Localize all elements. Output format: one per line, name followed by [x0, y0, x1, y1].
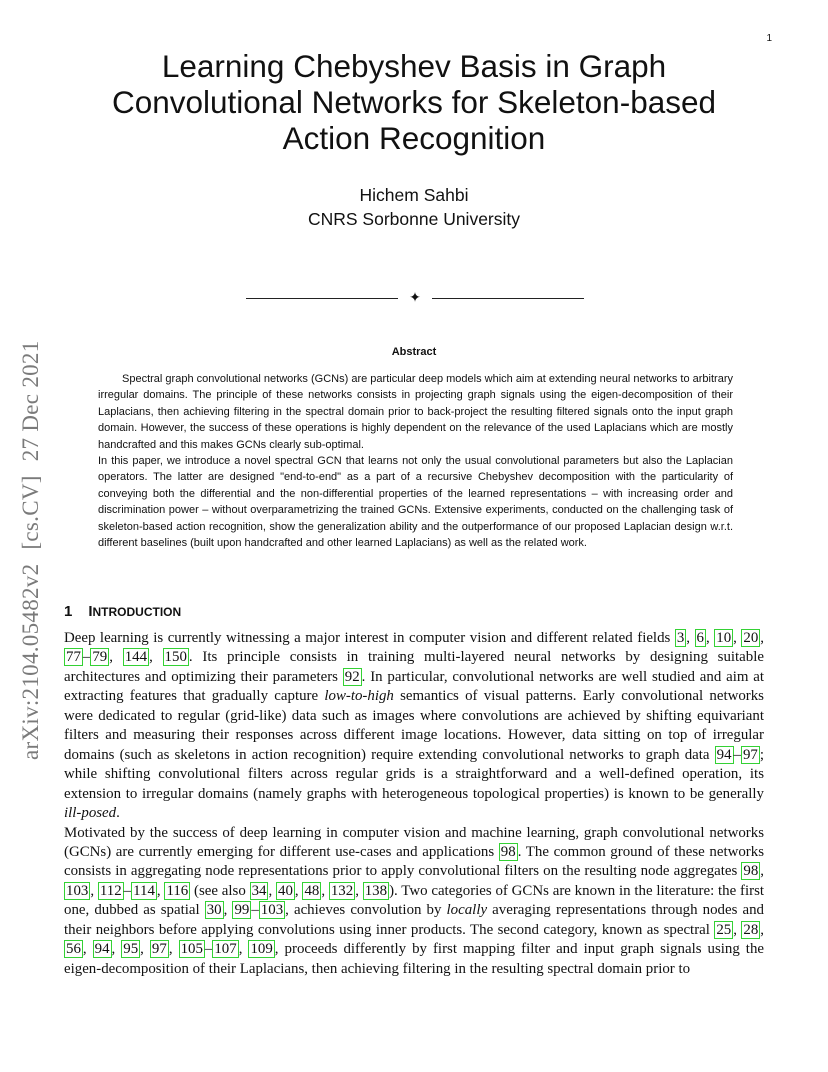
abstract-paragraph-2: In this paper, we introduce a novel spectral GCN that learns not only the usual convolutional parameters but also the Laplacian operators. The latter are designed "end-to-end" as a part of a recursive Chebyshev decomposition with the particularity of conveying both the differential and the non-differential properties of the learned representations – with increasing order and discrimination power – without overparametrizing the trained GCNs. Extensive experiments, conducted on the challenging task of skeleton-based action recognition, show the generalization ability and the outperformance of our proposed Laplacian design w.r.t. different baselines (built upon handcrafted and other learned Laplacians) as well as the related work.: [98, 455, 733, 550]
citation-link[interactable]: 112: [99, 882, 122, 899]
text-run: ,: [706, 630, 715, 646]
author-block: [100, 183, 728, 231]
text-run: .: [116, 805, 120, 822]
citation-link[interactable]: 94: [94, 941, 110, 958]
text-run: ,: [686, 630, 695, 646]
text-run: averaging representations through nodes and their neighbors before applying convolutions using inner products. The second category, known as spectral: [64, 902, 764, 938]
text-run: ,: [238, 941, 249, 958]
citation-link[interactable]: 98: [743, 863, 759, 880]
citation-link[interactable]: 34: [251, 882, 267, 899]
citation-link[interactable]: 56: [66, 941, 81, 958]
text-run: ,: [355, 882, 363, 899]
text-run: ,: [760, 630, 765, 646]
text-run: –: [733, 746, 741, 763]
text-run: Deep learning is currently witnessing a major interest in computer vision and different related fields: [64, 630, 675, 646]
text-run: (see also: [190, 882, 250, 899]
citation-link[interactable]: 107: [214, 941, 237, 958]
citation-link[interactable]: 103: [260, 902, 284, 919]
section-title-rest: NTRODUCTION: [92, 605, 182, 619]
text-run: ,: [760, 921, 764, 938]
text-run: ,: [760, 863, 764, 880]
text-run: ,: [149, 649, 163, 666]
text-run: ,: [223, 902, 233, 919]
citation-link[interactable]: 40: [278, 882, 293, 899]
arxiv-category: [cs.CV]: [18, 475, 43, 550]
citation-link[interactable]: 150: [164, 649, 187, 666]
emphasis: locally: [446, 902, 488, 919]
text-run: ,: [733, 921, 742, 938]
title-line-3: Action Recognition: [282, 120, 546, 156]
abstract-heading: Abstract: [391, 346, 437, 358]
text-run: ,: [168, 941, 179, 958]
citation-link[interactable]: 48: [304, 882, 320, 899]
citation-link[interactable]: 97: [742, 746, 758, 763]
divider-rule-left: [246, 298, 398, 299]
section-number: 1: [64, 603, 73, 620]
author-name: Hichem Sahbi: [359, 185, 469, 205]
text-run: ,: [111, 941, 122, 958]
text-run: –: [123, 882, 132, 899]
citation-link[interactable]: 138: [364, 882, 388, 899]
text-run: . The common ground of these networks consists in aggregating node representations prior to apply convolutional filters on the resulting node aggregates: [64, 843, 764, 880]
citation-link[interactable]: 105: [180, 941, 203, 958]
section-title-initial: I: [88, 603, 93, 620]
text-run: , achieves convolution by: [285, 902, 447, 919]
citation-link[interactable]: 95: [123, 941, 139, 958]
citation-link[interactable]: 116: [166, 882, 189, 899]
text-run: . In particular, convolutional networks are well studied and aim at extracting features that gradually capture: [64, 668, 764, 705]
title-line-2: Convolutional Networks for Skeleton-based: [111, 84, 717, 120]
title-line-1: Learning Chebyshev Basis in Graph: [161, 48, 667, 84]
citation-link[interactable]: 6: [696, 630, 704, 646]
text-run: ,: [156, 882, 165, 899]
text-run: ,: [90, 882, 98, 899]
citation-link[interactable]: 28: [743, 921, 759, 938]
citation-link[interactable]: 79: [92, 649, 108, 666]
text-run: ,: [321, 882, 329, 899]
emphasis: ill-posed: [64, 805, 117, 822]
citation-link[interactable]: 144: [124, 649, 148, 666]
text-run: ). Two categories of GCNs are known in the literature: the first one, dubbed as spatial: [64, 882, 765, 919]
body-text: [64, 629, 764, 979]
emphasis: low-to-high: [324, 688, 394, 705]
divider-star-icon: ✦: [409, 290, 421, 306]
citation-link[interactable]: 10: [716, 630, 732, 646]
citation-link[interactable]: 114: [133, 882, 155, 899]
text-run: semantics of visual patterns. Early convolutional networks were dedicated to regular (grid-like) data such as images where convolutions are achieved by shifting equivariant filters and measuring their responses across different image locations. However, data sitting on top of irregular domains (such as skeletons in action recognition) require extending convolutional networks to graph data: [64, 688, 764, 763]
citation-link[interactable]: 99: [234, 902, 250, 919]
body-paragraph-2: [64, 824, 764, 980]
citation-link[interactable]: 20: [743, 630, 759, 646]
citation-link[interactable]: 103: [66, 882, 89, 899]
text-run: ,: [268, 882, 277, 899]
text-run: ,: [733, 630, 742, 646]
section-divider: [246, 288, 584, 308]
body-paragraph-1: [64, 629, 764, 824]
arxiv-id: arXiv:2104.05482v2: [18, 563, 43, 760]
text-run: . Its principle consists in training multi-layered neural networks by designing suitable architectures and optimizing their parameters: [64, 649, 764, 685]
text-run: –: [251, 902, 259, 919]
text-run: ,: [109, 649, 123, 666]
abstract-paragraph-1: Spectral graph convolutional networks (GCNs) are particular deep models which aim at extending neural networks to arbitrary irregular domains. The principle of these networks consists in projecting graph signals using the eigen-decomposition of their Laplacians, then achieving filtering in the spectral domain prior to back-project the resulting filtered signals onto the input graph domain. However, the success of these operations is highly dependent on the relevance of the used Laplacians which are mostly handcrafted and this makes GCNs clearly sub-optimal.: [98, 373, 733, 451]
citation-link[interactable]: 30: [206, 902, 222, 919]
text-run: –: [204, 941, 213, 958]
author-affiliation: CNRS Sorbonne University: [307, 209, 521, 229]
citation-link[interactable]: 3: [676, 630, 685, 646]
citation-link[interactable]: 132: [330, 882, 354, 899]
section-heading: [64, 603, 181, 620]
citation-link[interactable]: 94: [716, 746, 732, 763]
abstract-body: [98, 371, 733, 551]
arxiv-date: 27 Dec 2021: [18, 340, 43, 462]
divider-rule-right: [432, 298, 584, 299]
text-run: Motivated by the success of deep learning in computer vision and machine learning, graph convolutional networks (GCNs) are currently emerging for different use-cases and applications: [64, 824, 764, 860]
citation-link[interactable]: 109: [250, 941, 273, 958]
citation-link[interactable]: 25: [716, 921, 732, 938]
citation-link[interactable]: 77: [66, 649, 81, 666]
citation-link[interactable]: 97: [151, 941, 167, 958]
citation-link[interactable]: 98: [500, 843, 516, 860]
paper-title: [60, 48, 768, 156]
text-run: ,: [82, 941, 93, 958]
arxiv-stamp: [18, 326, 44, 760]
text-run: ,: [294, 882, 303, 899]
text-run: ,: [140, 941, 150, 958]
page-number: 1: [766, 33, 772, 44]
citation-link[interactable]: 92: [344, 668, 360, 685]
text-run: , proceeds differently by first mapping filter and input graph signals using the eigen-decomposition of their Laplacians, then achieving filtering in the resulting spectral domain prior to: [64, 941, 764, 977]
text-run: ; while shifting convolutional filters across regular grids is a straightforward and a well-defined operation, its extension to irregular domains (namely graphs with heterogeneous topological properties) is known to be generally: [64, 746, 764, 802]
text-run: –: [82, 649, 91, 666]
